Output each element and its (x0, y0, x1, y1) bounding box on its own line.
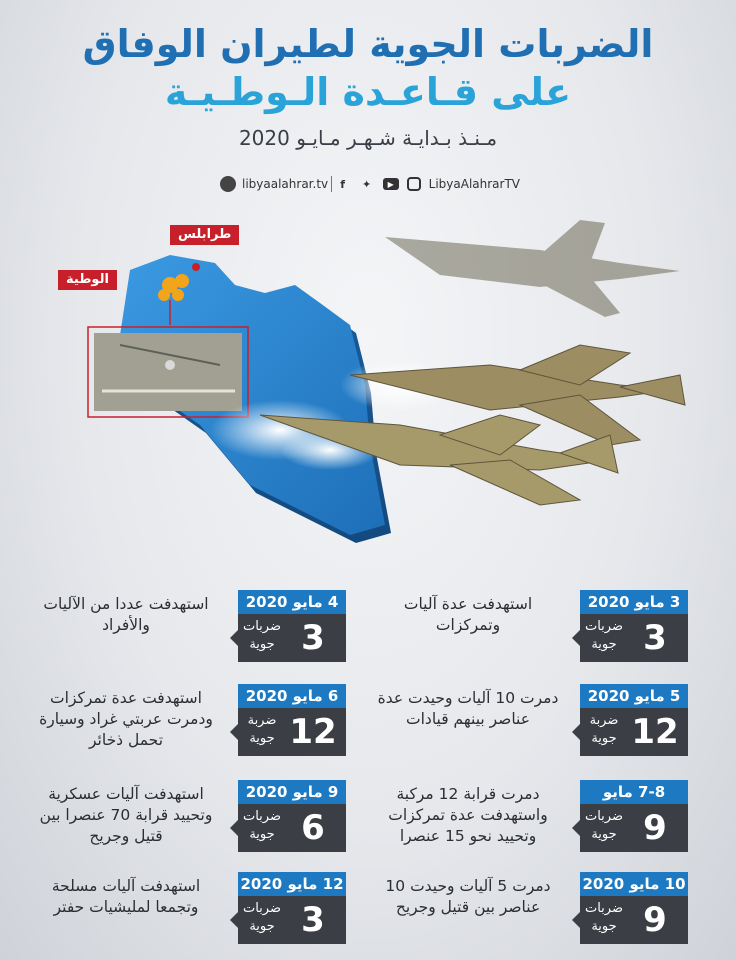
strike-count: 9 (643, 900, 667, 940)
strike-count: 6 (301, 808, 325, 848)
strike-date: 12 مايو 2020 (238, 872, 346, 896)
strike-date: 5 مايو 2020 (580, 684, 688, 708)
strike-card (28, 590, 346, 670)
strike-count: 3 (643, 618, 667, 658)
strike-unit: ضربة جوية (247, 713, 277, 746)
title-line2: على قـاعـدة الـوطـيـة (164, 70, 572, 114)
strike-date: 10 مايو 2020 (580, 872, 688, 896)
strike-date: 7-8 مايو (580, 780, 688, 804)
website[interactable] (220, 176, 328, 192)
strike-notch (572, 628, 582, 648)
strike-unit: ضربات جوية (584, 809, 624, 842)
jet-distant (385, 220, 680, 317)
divider (331, 176, 332, 192)
strike-notch (230, 628, 240, 648)
strike-description: استهدفت عدة آليات وتمركزات (403, 595, 533, 634)
strike-description: دمرت 5 آليات وحيدت 10 عناصر بين قتيل وجريح (385, 877, 551, 916)
twitter-icon[interactable]: ✦ (362, 177, 372, 191)
strike-date: 3 مايو 2020 (580, 590, 688, 614)
facebook-icon[interactable]: f (340, 177, 346, 191)
strike-description: استهدفت عدة تمركزات ودمرت عربتي غراد وسيارة تحمل ذخائر (39, 689, 213, 749)
strike-card (370, 590, 688, 670)
subtitle: مـنـذ بـدايـة شـهـر مـايـو 2020 (238, 126, 498, 150)
strike-unit: ضربات جوية (242, 901, 282, 934)
strike-count: 3 (301, 900, 325, 940)
strike-date: 9 مايو 2020 (238, 780, 346, 804)
strike-notch (572, 910, 582, 930)
social-bar (220, 172, 520, 196)
strike-count: 12 (289, 712, 337, 752)
strike-card (28, 872, 346, 952)
strike-description: استهدفت آليات عسكرية وتحييد قرابة 70 عنصرا بين قتيل وجريح (39, 785, 213, 845)
strike-date: 6 مايو 2020 (238, 684, 346, 708)
strike-notch (230, 818, 240, 838)
strike-count: 9 (643, 808, 667, 848)
strike-notch (572, 818, 582, 838)
instagram-icon[interactable] (407, 177, 421, 191)
social-handle: LibyaAlahrarTV (428, 177, 520, 191)
tag-tripoli: طرابلس (170, 225, 239, 245)
website-url: libyaalahrar.tv (242, 177, 329, 191)
strike-count: 3 (301, 618, 325, 658)
strike-card (370, 872, 688, 952)
strike-card (370, 780, 688, 860)
strike-notch (230, 910, 240, 930)
strike-unit: ضربات جوية (242, 619, 282, 652)
strike-card (28, 780, 346, 860)
map-illustration (20, 215, 720, 565)
globe-icon (220, 176, 236, 192)
strike-notch (572, 722, 582, 742)
strike-date: 4 مايو 2020 (238, 590, 346, 614)
strike-unit: ضربات جوية (584, 619, 624, 652)
strike-unit: ضربات جوية (584, 901, 624, 934)
title-line1: الضربات الجوية لطيران الوفاق (82, 22, 654, 66)
strike-count: 12 (631, 712, 679, 752)
strike-description: دمرت قرابة 12 مركبة واستهدفت عدة تمركزات وتحييد نحو 15 عنصرا (388, 785, 548, 845)
map-svg (20, 215, 720, 565)
youtube-icon[interactable]: ▶ (383, 178, 399, 190)
social-icons (335, 176, 520, 192)
tag-watiya: الوطية (58, 270, 117, 290)
strike-description: استهدفت آليات مسلحة وتجمعا لمليشيات حفتر (51, 877, 201, 916)
strike-unit: ضربة جوية (589, 713, 619, 746)
strike-card (28, 684, 346, 764)
strike-notch (230, 722, 240, 742)
strike-card (370, 684, 688, 764)
strike-unit: ضربات جوية (242, 809, 282, 842)
strike-description: استهدفت عددا من الآليات والأفراد (43, 595, 209, 634)
strike-description: دمرت 10 آليات وحيدت عدة عناصر بينهم قيادات (377, 689, 559, 728)
